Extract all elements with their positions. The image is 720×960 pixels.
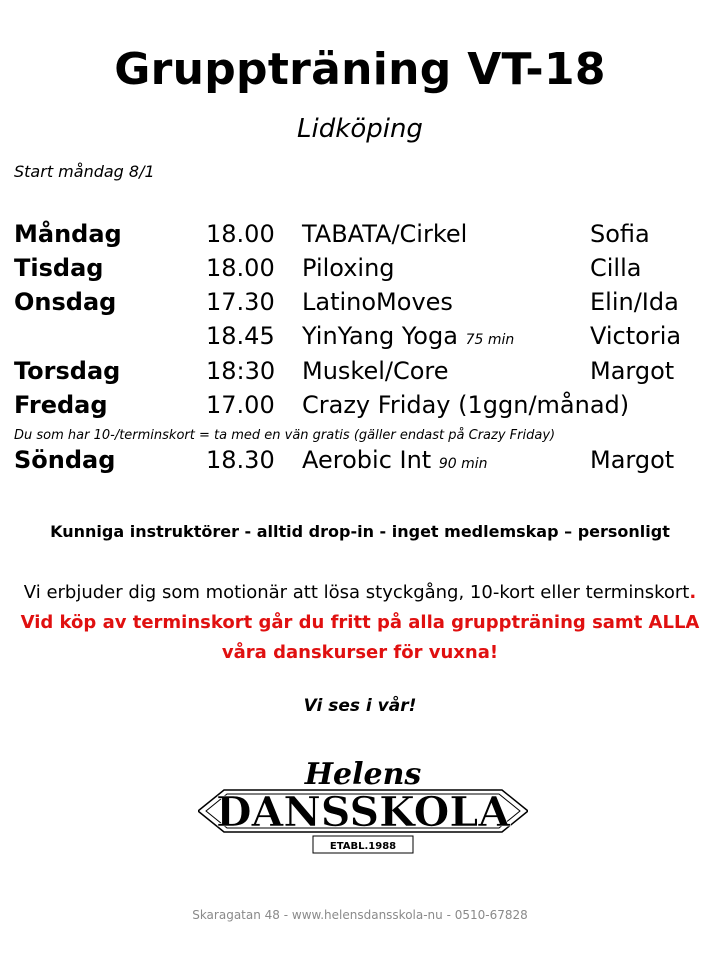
offer-highlight: . Vid köp av terminskort går du fritt på alla gruppträning samt ALLA våra danskurser för vuxna! xyxy=(20,582,700,663)
class-name: LatinoMoves xyxy=(302,288,453,316)
schedule-class xyxy=(302,220,467,248)
friday-note: Du som har 10-/terminskort = ta med en vän gratis (gäller endast på Crazy Friday) xyxy=(14,428,556,443)
schedule-day: Torsdag xyxy=(14,357,121,385)
class-name: TABATA/Cirkel xyxy=(302,220,468,248)
page-title: Gruppträning VT-18 xyxy=(114,44,606,95)
schedule-row-monday xyxy=(0,220,720,254)
schedule-instructor: Elin/Ida xyxy=(590,288,679,316)
schedule-time: 17.30 xyxy=(206,288,275,316)
schedule-time: 18:30 xyxy=(206,357,276,385)
schedule-instructor: Victoria xyxy=(590,322,682,350)
schedule-time: 18.00 xyxy=(206,220,275,248)
schedule-class xyxy=(302,288,453,316)
duration-note: 75 min xyxy=(465,332,515,348)
start-date: Start måndag 8/1 xyxy=(14,162,155,181)
class-name: YinYang Yoga xyxy=(302,322,458,350)
schedule-instructor: Sofia xyxy=(590,220,650,248)
logo-main: DANSSKOLA xyxy=(215,788,511,836)
closing-line: Vi ses i vår! xyxy=(303,696,417,716)
schedule-instructor: Margot xyxy=(590,446,675,474)
schedule-row-wednesday-2 xyxy=(0,322,720,356)
schedule-class xyxy=(302,254,395,282)
schedule-class xyxy=(302,446,488,474)
schedule-row-wednesday xyxy=(0,288,720,322)
class-name: Muskel/Core xyxy=(302,357,449,385)
class-name: Aerobic Int xyxy=(302,446,432,474)
schedule-instructor: Cilla xyxy=(590,254,642,282)
schedule-time: 18.45 xyxy=(206,322,275,350)
class-name: Crazy Friday (1ggn/månad) xyxy=(302,391,630,419)
schedule-time: 17.00 xyxy=(206,391,275,419)
logo-established: ETABL.1988 xyxy=(329,841,397,852)
schedule-row-sunday xyxy=(0,446,720,480)
schedule-row-tuesday xyxy=(0,254,720,288)
schedule-day: Tisdag xyxy=(14,254,104,282)
schedule-day: Onsdag xyxy=(14,288,117,316)
logo-script: Helens xyxy=(304,757,422,792)
class-name: Piloxing xyxy=(302,254,395,282)
schedule-class xyxy=(302,357,449,385)
schedule-class xyxy=(302,322,514,350)
offer-text xyxy=(20,578,700,668)
schedule-instructor: Margot xyxy=(590,357,675,385)
dansskola-logo xyxy=(198,750,528,860)
schedule-day: Måndag xyxy=(14,220,122,248)
footer-contact: Skaragatan 48 - www.helensdansskola-nu - 0510-67828 xyxy=(192,908,528,922)
duration-note: 90 min xyxy=(438,456,488,472)
schedule-class xyxy=(302,391,629,419)
schedule-row-friday xyxy=(0,391,720,425)
location-subtitle: Lidköping xyxy=(297,114,423,144)
schedule-day: Söndag xyxy=(14,446,116,474)
schedule-time: 18.30 xyxy=(206,446,275,474)
schedule-time: 18.00 xyxy=(206,254,275,282)
schedule-day: Fredag xyxy=(14,391,108,419)
offer-plain: Vi erbjuder dig som motionär att lösa styckgång, 10-kort eller terminskort xyxy=(23,582,690,603)
tagline: Kunniga instruktörer - alltid drop-in - inget medlemskap – personligt xyxy=(50,522,670,541)
schedule-row-thursday xyxy=(0,357,720,391)
